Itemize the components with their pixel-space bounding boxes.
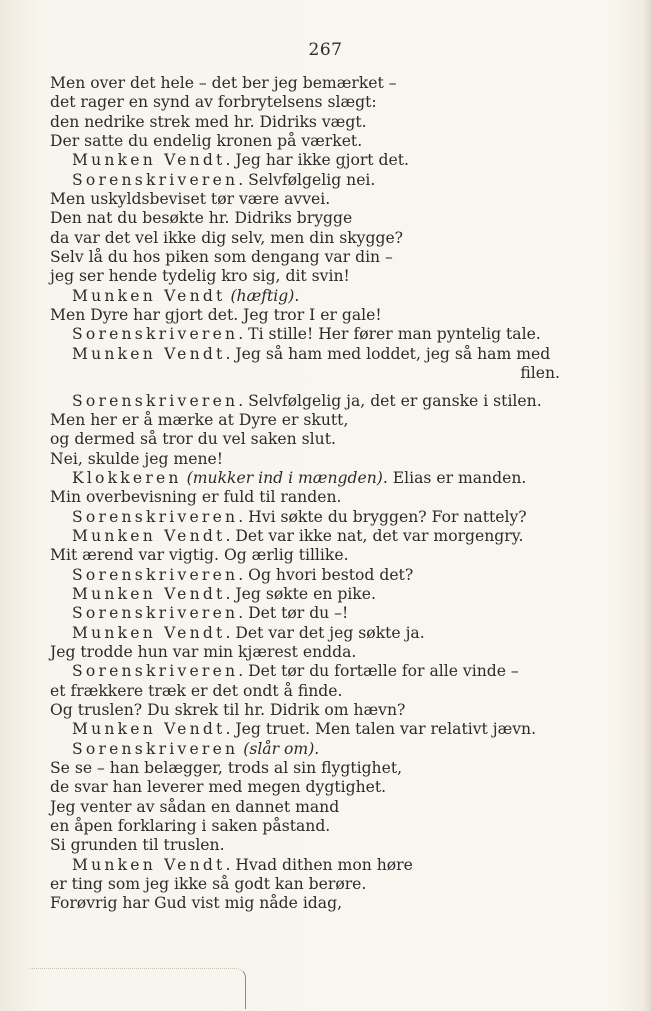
- line-text: de svar han leverer med megen dygtighet.: [50, 778, 387, 797]
- text-line: [50, 171, 560, 190]
- line-text: det rager en synd av forbrytelsens slægt:: [50, 93, 377, 112]
- line-text: . Det var ikke nat, det var morgengry.: [225, 526, 524, 545]
- speaker-name: Munken Vendt: [72, 286, 226, 305]
- text-line: [50, 267, 560, 286]
- line-text: . Elias er manden.: [382, 468, 527, 487]
- text-line: [50, 604, 560, 623]
- text-line: [50, 287, 560, 306]
- text-line: [50, 229, 560, 248]
- line-text: da var det vel ikke dig selv, men din skygge?: [50, 228, 404, 247]
- text-line: [50, 740, 560, 759]
- text-line: [50, 488, 560, 507]
- text-line: [50, 450, 560, 469]
- line-text: Nei, skulde jeg mene!: [50, 449, 223, 468]
- line-text: . Hvad dithen mon høre: [225, 855, 413, 874]
- text-line: [50, 190, 560, 209]
- text-line: [50, 759, 560, 778]
- speaker-name: Sorenskriveren: [72, 507, 239, 526]
- line-text: . Det var det jeg søkte ja.: [225, 623, 425, 642]
- line-text: filen.: [520, 364, 560, 383]
- text-line: [50, 113, 560, 132]
- text-line: [50, 411, 560, 430]
- text-line: [50, 151, 560, 170]
- text-line: [50, 93, 560, 112]
- text-line: [50, 778, 560, 797]
- stage-direction: (mukker ind i mængden): [186, 468, 383, 487]
- line-text: . Det tør du fortælle for alle vinde –: [238, 662, 519, 681]
- speaker-name: Munken Vendt: [72, 344, 226, 363]
- line-text: Men her er å mærke at Dyre er skutt,: [50, 410, 349, 429]
- text-line: [50, 527, 560, 546]
- line-text: et frækkere træk er det ondt å finde.: [50, 681, 343, 700]
- text-line: [50, 817, 560, 836]
- line-text: jeg ser hende tydelig kro sig, dit svin!: [50, 267, 350, 286]
- speaker-name: Sorenskriveren: [72, 391, 239, 410]
- line-text: Min overbevisning er fuld til randen.: [50, 488, 342, 507]
- line-text: Men over det hele – det ber jeg bemærket –: [50, 74, 397, 92]
- speaker-name: Munken Vendt: [72, 526, 226, 545]
- text-line: [50, 701, 560, 720]
- text-line: [50, 392, 560, 411]
- line-text: Men Dyre har gjort det. Jeg tror I er gale!: [50, 306, 382, 325]
- speaker-name: Munken Vendt: [72, 623, 226, 642]
- line-text: . Det tør du –!: [238, 604, 349, 623]
- text-line: [50, 325, 560, 344]
- text-line: [50, 682, 560, 701]
- line-text: Selv lå du hos piken som dengang var din –: [50, 248, 393, 267]
- line-text: .: [314, 739, 320, 758]
- text-line: [50, 624, 560, 643]
- line-text: . Jeg så ham med loddet, jeg så ham med: [225, 344, 551, 363]
- line-text: . Jeg søkte en pike.: [225, 584, 376, 603]
- line-text: Jeg venter av sådan en dannet mand: [50, 797, 340, 816]
- line-text: . Hvi søkte du bryggen? For nattely?: [238, 507, 527, 526]
- line-text: . Jeg har ikke gjort det.: [225, 151, 409, 170]
- text-line: [50, 469, 560, 488]
- line-text: og dermed så tror du vel saken slut.: [50, 430, 336, 449]
- stage-direction: (hæftig): [230, 286, 295, 305]
- text-line: [50, 306, 560, 325]
- speaker-name: Munken Vendt: [72, 584, 226, 603]
- line-text: den nedrike strek med hr. Didriks vægt.: [50, 112, 367, 131]
- page-edge: [643, 0, 651, 1011]
- text-line: [50, 364, 560, 383]
- speaker-name: Munken Vendt: [72, 151, 226, 170]
- speaker-name: Klokkeren: [72, 468, 182, 487]
- speaker-name: Sorenskriveren: [72, 170, 239, 189]
- speaker-name: Sorenskriveren: [72, 739, 239, 758]
- text-line: [50, 894, 560, 913]
- speaker-name: Munken Vendt: [72, 720, 226, 739]
- text-line: [50, 643, 560, 662]
- line-text: Og truslen? Du skrek til hr. Didrik om hævn?: [50, 701, 406, 719]
- line-text: . Og hvori bestod det?: [238, 565, 414, 584]
- speaker-name: Sorenskriveren: [72, 604, 239, 623]
- text-line: [50, 508, 560, 527]
- text-line: [50, 248, 560, 267]
- line-text: Se se – han belægger, trods al sin flygtighet,: [50, 759, 403, 778]
- text-line: [50, 132, 560, 151]
- text-line: [50, 856, 560, 875]
- line-text: Forøvrig har Gud vist mig nåde idag,: [50, 894, 343, 913]
- line-text: . Ti stille! Her fører man pyntelig tale.: [238, 325, 541, 344]
- text-line: [50, 209, 560, 228]
- line-text: Men uskyldsbeviset tør være avvei.: [50, 190, 331, 209]
- text-line: [50, 345, 560, 364]
- text-line: [50, 836, 560, 855]
- line-text: Den nat du besøkte hr. Didriks brygge: [50, 209, 353, 228]
- speaker-name: Sorenskriveren: [72, 662, 239, 681]
- line-text: . Selvfølgelig nei.: [238, 170, 376, 189]
- text-line: [50, 74, 560, 93]
- speaker-name: Munken Vendt: [72, 855, 226, 874]
- text-line: [50, 546, 560, 565]
- stage-direction: (slår om): [243, 739, 315, 758]
- page-corner-mark: [30, 968, 246, 1009]
- text-line: [50, 585, 560, 604]
- page-number: 267: [308, 40, 343, 60]
- speaker-name: Sorenskriveren: [72, 565, 239, 584]
- line-text: .: [294, 286, 300, 305]
- line-text: . Selvfølgelig ja, det er ganske i stilen.: [238, 391, 542, 410]
- line-text: er ting som jeg ikke så godt kan berøre.: [50, 875, 367, 894]
- text-line: [50, 430, 560, 449]
- line-text: Mit ærend var vigtig. Og ærlig tillike.: [50, 546, 349, 565]
- text-line: [50, 875, 560, 894]
- text-line: [50, 662, 560, 681]
- text-line: [50, 798, 560, 817]
- line-text: Jeg trodde hun var min kjærest endda.: [50, 642, 357, 661]
- line-text: Si grunden til truslen.: [50, 836, 225, 855]
- line-text: . Jeg truet. Men talen var relativt jævn.: [225, 720, 537, 739]
- line-text: en åpen forklaring i saken påstand.: [50, 817, 331, 836]
- text-line: [50, 720, 560, 739]
- line-text: Der satte du endelig kronen på værket.: [50, 132, 363, 151]
- text-line: [50, 566, 560, 585]
- speaker-name: Sorenskriveren: [72, 325, 239, 344]
- verse-text: [50, 74, 560, 914]
